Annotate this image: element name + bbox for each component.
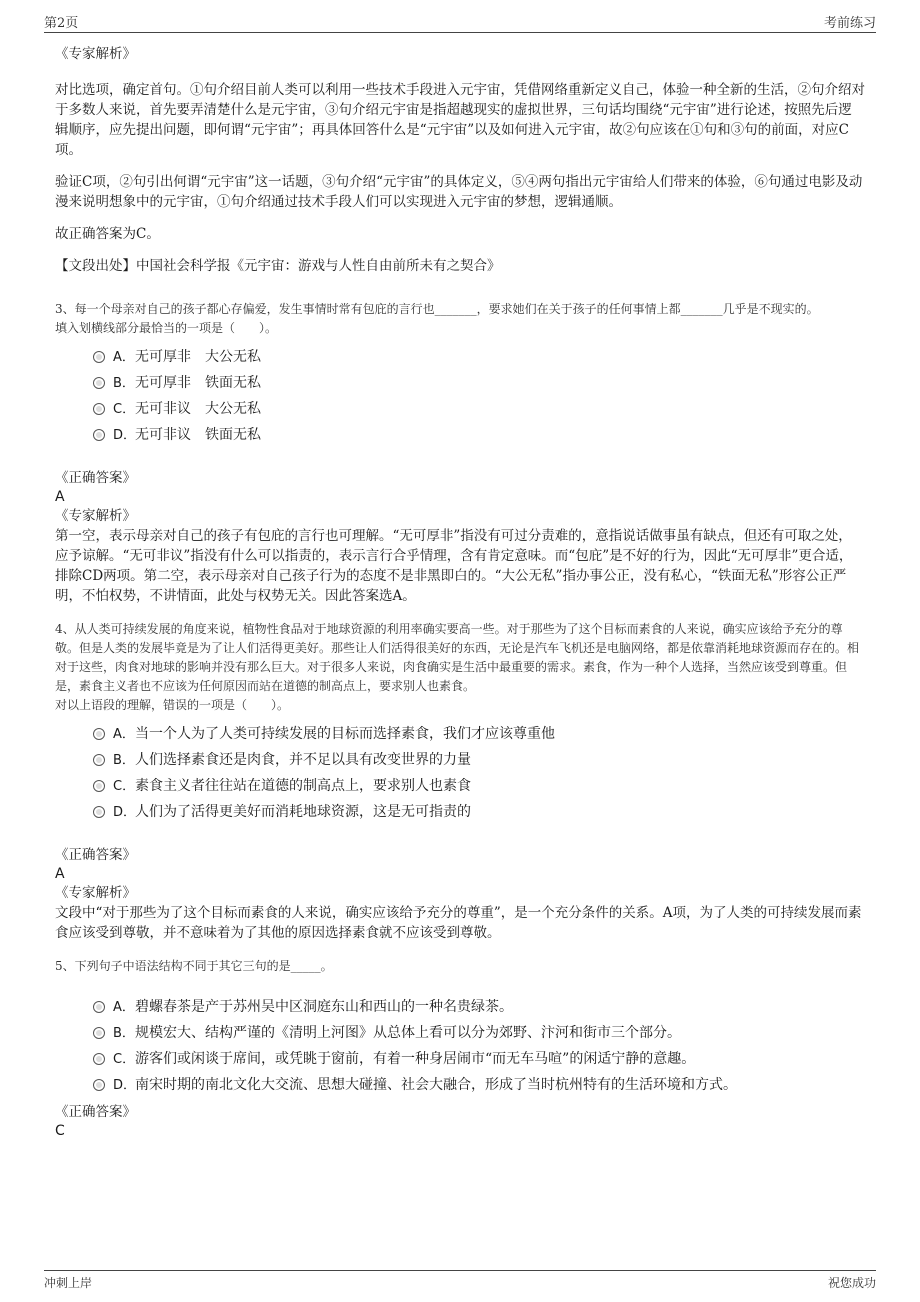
radio-icon[interactable]	[93, 780, 105, 792]
q5-option-c[interactable]: C．游客们或闲谈于席间，或凭眺于窗前，有着一种身居闹市“而无车马喧”的闲适宁静的意趣。	[93, 1046, 865, 1072]
q4-option-c[interactable]: C．素食主义者往往站在道德的制高点上，要求别人也素食	[93, 773, 865, 799]
radio-icon[interactable]	[93, 728, 105, 740]
q5-answer: C	[55, 1123, 65, 1139]
q4-answer: A	[55, 866, 65, 882]
q4-prompt: 对以上语段的理解，错误的一项是（ ）。	[55, 698, 290, 712]
q3-stem: 3、每一个母亲对自己的孩子都心存偏爱，发生事情时常有包庇的言行也_______，要求她们在关于孩子的任何事情上都_______几乎是不现实的。	[55, 302, 819, 316]
q3-option-a[interactable]: A．无可厚非 大公无私	[93, 344, 865, 370]
q4-answer-title: 《正确答案》	[55, 847, 136, 863]
q4-option-b[interactable]: B．人们选择素食还是肉食，并不足以具有改变世界的力量	[93, 747, 865, 773]
q2-explain-title: 《专家解析》	[55, 46, 136, 62]
radio-icon[interactable]	[93, 754, 105, 766]
q4-stem: 4、从人类可持续发展的角度来说，植物性食品对于地球资源的利用率确实要高一些。对于那些为了这个目标而素食的人来说，确实应该给予充分的尊敬。但是人类的发展毕竟是为了让人们活得更美好。那些让人们活得很美好的东西，无论是汽车飞机还是电脑网络，都是依靠消耗地球资源而存在的。相对于这些，肉食对地球的影响并没有那么巨大。对于很多人来说，肉食确实是生活中最重要的需求。素食，作为一种个人选择，当然应该受到尊重。但是，素食主义者也不应该为任何原因而站在道德的制高点上，要求别人也素食。	[55, 622, 860, 693]
radio-icon[interactable]	[93, 1001, 105, 1013]
document-body	[55, 44, 865, 1140]
radio-icon[interactable]	[93, 1053, 105, 1065]
radio-icon[interactable]	[93, 377, 105, 389]
q2-explain-para1: 对比选项，确定首句。①句介绍目前人类可以利用一些技术手段进入元宇宙，凭借网络重新定义自己，体验一种全新的生活，②句介绍对于多数人来说，首先要弄清楚什么是元宇宙，③句介绍元宇宙是指超越现实的虚拟世界，三句话均围绕“元宇宙”进行论述，按照先后逻辑顺序，应先提出问题，即何谓“元宇宙”；再具体回答什么是“元宇宙”以及如何进入元宇宙，故②句应该在①句和③句的前面，对应C项。	[55, 82, 865, 158]
footer-left: 冲刺上岸	[44, 1276, 93, 1290]
q4-option-a[interactable]: A．当一个人为了人类可持续发展的目标而选择素食，我们才应该尊重他	[93, 721, 865, 747]
page-header	[44, 10, 876, 33]
q3-explain-title: 《专家解析》	[55, 508, 136, 524]
q2-source: 【文段出处】中国社会科学报《元宇宙：游戏与人性自由前所未有之契合》	[55, 258, 501, 274]
page-footer	[44, 1270, 876, 1295]
q3-answer: A	[55, 489, 65, 505]
q4-explain: 文段中“对于那些为了这个目标而素食的人来说，确实应该给予充分的尊重”，是一个充分条件的关系。A项，为了人类的可持续发展而素食应该受到尊敬，并不意味着为了其他的原因选择素食就不应该受到尊敬。	[55, 905, 862, 941]
q3-option-c[interactable]: C．无可非议 大公无私	[93, 396, 865, 422]
radio-icon[interactable]	[93, 1027, 105, 1039]
q5-answer-title: 《正确答案》	[55, 1104, 136, 1120]
q2-explain-para2: 验证C项，②句引出何谓“元宇宙”这一话题，③句介绍“元宇宙”的具体定义，⑤④两句指出元宇宙给人们带来的体验，⑥句通过电影及动漫来说明想象中的元宇宙，①句介绍通过技术手段人们可以实现进入元宇宙的梦想，逻辑通顺。	[55, 174, 863, 210]
q2-conclusion: 故正确答案为C。	[55, 226, 160, 242]
question-3	[55, 300, 865, 606]
footer-right: 祝您成功	[827, 1276, 876, 1290]
q5-option-b[interactable]: B．规模宏大、结构严谨的《清明上河图》从总体上看可以分为郊野、汴河和街市三个部分。	[93, 1020, 865, 1046]
q3-answer-title: 《正确答案》	[55, 470, 136, 486]
q3-option-b[interactable]: B．无可厚非 铁面无私	[93, 370, 865, 396]
q4-options	[93, 721, 865, 825]
radio-icon[interactable]	[93, 403, 105, 415]
q3-explain: 第一空，表示母亲对自己的孩子有包庇的言行也可理解。“无可厚非”指没有可过分责难的，意指说话做事虽有缺点，但还有可取之处，应予谅解。“无可非议”指没有什么可以指责的，表示言行合乎情理，含有肯定意味。而“包庇”是不好的行为，因此“无可厚非”更合适，排除CD两项。第二空，表示母亲对自己孩子行为的态度不是非黑即白的。“大公无私”指办事公正，没有私心，“铁面无私”形容公正严明，不怕权势，不讲情面，此处与权势无关。因此答案选A。	[55, 528, 853, 604]
q3-prompt: 填入划横线部分最恰当的一项是（ ）。	[55, 321, 278, 335]
q5-stem: 5、下列句子中语法结构不同于其它三句的是_____。	[55, 959, 333, 973]
page-number: 第2页	[44, 16, 79, 31]
q5-option-d[interactable]: D．南宋时期的南北文化大交流、思想大碰撞、社会大融合，形成了当时杭州特有的生活环境和方式。	[93, 1072, 865, 1098]
radio-icon[interactable]	[93, 806, 105, 818]
radio-icon[interactable]	[93, 1079, 105, 1091]
q4-option-d[interactable]: D．人们为了活得更美好而消耗地球资源，这是无可指责的	[93, 799, 865, 825]
question-5	[55, 957, 865, 1140]
radio-icon[interactable]	[93, 351, 105, 363]
q5-option-a[interactable]: A．碧螺春茶是产于苏州吴中区洞庭东山和西山的一种名贵绿茶。	[93, 994, 865, 1020]
question-4	[55, 620, 865, 943]
radio-icon[interactable]	[93, 429, 105, 441]
q5-options	[93, 994, 865, 1098]
q3-option-d[interactable]: D．无可非议 铁面无私	[93, 422, 865, 448]
q4-explain-title: 《专家解析》	[55, 885, 136, 901]
header-title: 考前练习	[823, 16, 876, 31]
q3-options	[93, 344, 865, 448]
